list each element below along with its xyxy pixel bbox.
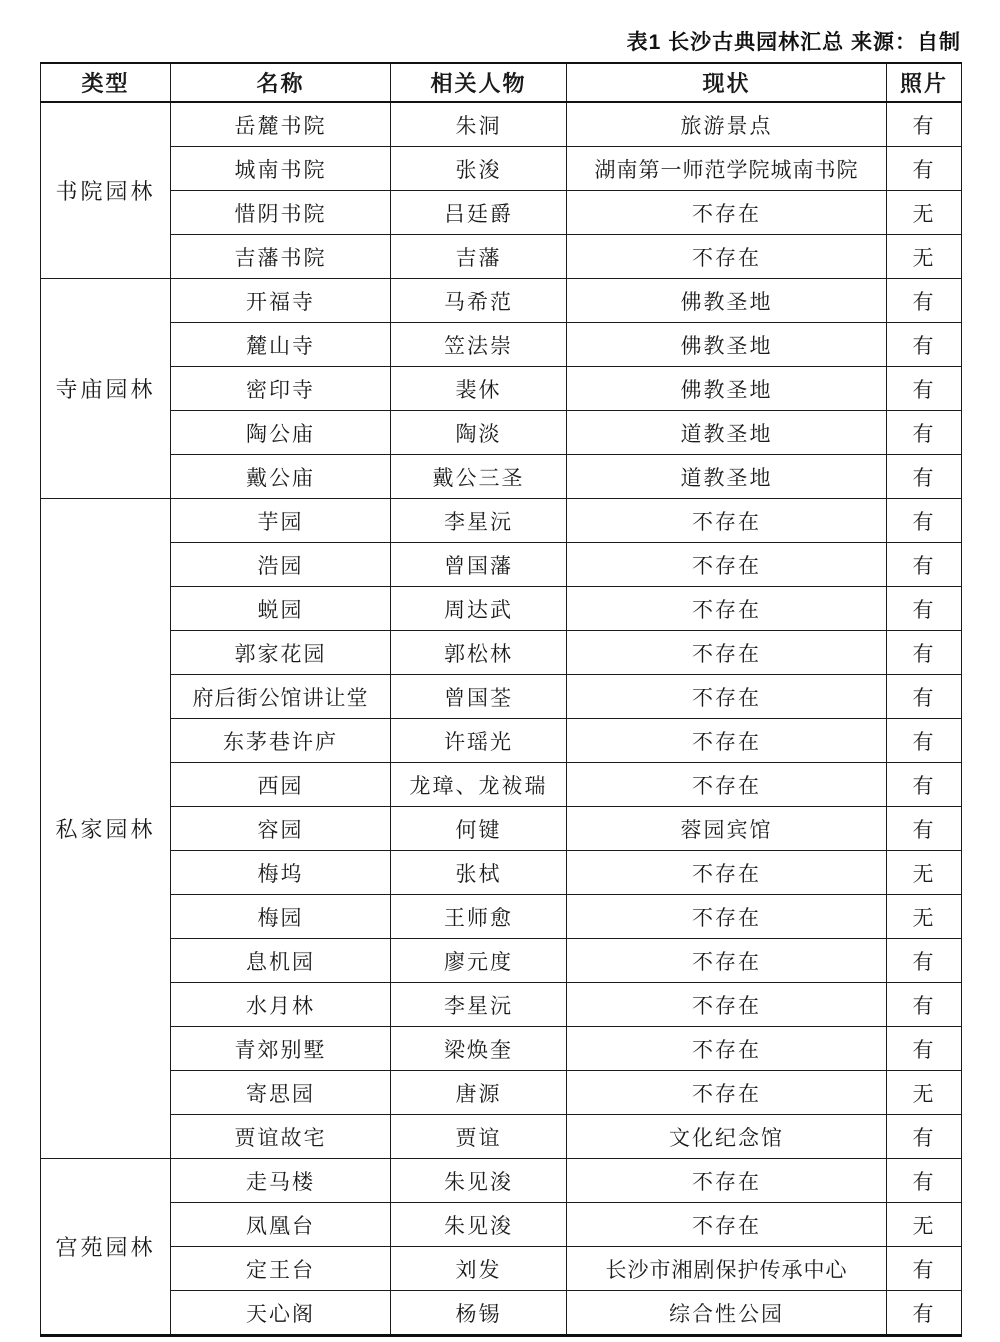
name-cell: 戴公庙 <box>171 455 391 499</box>
person-cell: 戴公三圣 <box>391 455 567 499</box>
person-cell: 吉藩 <box>391 235 567 279</box>
person-cell: 王师愈 <box>391 895 567 939</box>
column-header: 类型 <box>41 63 171 102</box>
photo-cell: 无 <box>887 1203 962 1247</box>
name-cell: 梅园 <box>171 895 391 939</box>
photo-cell: 有 <box>887 631 962 675</box>
status-cell: 道教圣地 <box>567 411 887 455</box>
table-header <box>41 63 962 102</box>
table-row <box>41 719 962 763</box>
table-row <box>41 763 962 807</box>
name-cell: 寄思园 <box>171 1071 391 1115</box>
status-cell: 不存在 <box>567 543 887 587</box>
status-cell: 长沙市湘剧保护传承中心 <box>567 1247 887 1291</box>
status-cell: 不存在 <box>567 851 887 895</box>
name-cell: 开福寺 <box>171 279 391 323</box>
status-cell: 佛教圣地 <box>567 367 887 411</box>
photo-cell: 有 <box>887 675 962 719</box>
type-cell: 寺庙园林 <box>41 279 171 499</box>
photo-cell: 有 <box>887 499 962 543</box>
photo-cell: 有 <box>887 587 962 631</box>
name-cell: 府后街公馆讲让堂 <box>171 675 391 719</box>
name-cell: 凤凰台 <box>171 1203 391 1247</box>
name-cell: 西园 <box>171 763 391 807</box>
status-cell: 佛教圣地 <box>567 323 887 367</box>
photo-cell: 有 <box>887 1291 962 1336</box>
type-cell: 书院园林 <box>41 102 171 279</box>
name-cell: 梅坞 <box>171 851 391 895</box>
table-row <box>41 587 962 631</box>
status-cell: 不存在 <box>567 983 887 1027</box>
table-row <box>41 543 962 587</box>
table-row <box>41 1203 962 1247</box>
status-cell: 不存在 <box>567 675 887 719</box>
photo-cell: 有 <box>887 411 962 455</box>
name-cell: 蜕园 <box>171 587 391 631</box>
status-cell: 道教圣地 <box>567 455 887 499</box>
status-cell: 不存在 <box>567 939 887 983</box>
person-cell: 贾谊 <box>391 1115 567 1159</box>
name-cell: 城南书院 <box>171 147 391 191</box>
name-cell: 密印寺 <box>171 367 391 411</box>
photo-cell: 有 <box>887 1027 962 1071</box>
person-cell: 朱见浚 <box>391 1203 567 1247</box>
column-header: 照片 <box>887 63 962 102</box>
column-header: 名称 <box>171 63 391 102</box>
table-row <box>41 939 962 983</box>
person-cell: 曾国藩 <box>391 543 567 587</box>
name-cell: 青郊别墅 <box>171 1027 391 1071</box>
table-row <box>41 499 962 543</box>
person-cell: 裴休 <box>391 367 567 411</box>
table-row <box>41 455 962 499</box>
status-cell: 不存在 <box>567 235 887 279</box>
table-row <box>41 1115 962 1159</box>
name-cell: 陶公庙 <box>171 411 391 455</box>
photo-cell: 有 <box>887 279 962 323</box>
status-cell: 不存在 <box>567 1203 887 1247</box>
status-cell: 综合性公园 <box>567 1291 887 1336</box>
photo-cell: 无 <box>887 851 962 895</box>
photo-cell: 有 <box>887 763 962 807</box>
person-cell: 陶淡 <box>391 411 567 455</box>
photo-cell: 有 <box>887 367 962 411</box>
status-cell: 不存在 <box>567 1159 887 1203</box>
status-cell: 蓉园宾馆 <box>567 807 887 851</box>
status-cell: 不存在 <box>567 631 887 675</box>
table-row <box>41 235 962 279</box>
table-row <box>41 411 962 455</box>
table-row <box>41 1159 962 1203</box>
table-row <box>41 983 962 1027</box>
table-row <box>41 895 962 939</box>
status-cell: 不存在 <box>567 1071 887 1115</box>
person-cell: 何键 <box>391 807 567 851</box>
person-cell: 张浚 <box>391 147 567 191</box>
status-cell: 文化纪念馆 <box>567 1115 887 1159</box>
photo-cell: 无 <box>887 235 962 279</box>
table-row <box>41 1071 962 1115</box>
person-cell: 龙璋、龙袚瑞 <box>391 763 567 807</box>
person-cell: 梁焕奎 <box>391 1027 567 1071</box>
status-cell: 不存在 <box>567 587 887 631</box>
person-cell: 曾国荃 <box>391 675 567 719</box>
table-row <box>41 147 962 191</box>
header-row <box>41 63 962 102</box>
table-caption: 表1 长沙古典园林汇总 来源：自制 <box>626 31 961 54</box>
photo-cell: 有 <box>887 1159 962 1203</box>
photo-cell: 有 <box>887 1115 962 1159</box>
photo-cell: 有 <box>887 147 962 191</box>
name-cell: 贾谊故宅 <box>171 1115 391 1159</box>
person-cell: 唐源 <box>391 1071 567 1115</box>
type-cell: 私家园林 <box>41 499 171 1159</box>
photo-cell: 有 <box>887 323 962 367</box>
photo-cell: 有 <box>887 543 962 587</box>
photo-cell: 有 <box>887 719 962 763</box>
name-cell: 芋园 <box>171 499 391 543</box>
name-cell: 天心阁 <box>171 1291 391 1336</box>
photo-cell: 有 <box>887 455 962 499</box>
name-cell: 容园 <box>171 807 391 851</box>
photo-cell: 有 <box>887 1247 962 1291</box>
table-row <box>41 191 962 235</box>
column-header: 相关人物 <box>391 63 567 102</box>
person-cell: 李星沅 <box>391 499 567 543</box>
person-cell: 吕廷爵 <box>391 191 567 235</box>
person-cell: 许瑶光 <box>391 719 567 763</box>
name-cell: 郭家花园 <box>171 631 391 675</box>
photo-cell: 无 <box>887 895 962 939</box>
table-row <box>41 675 962 719</box>
status-cell: 不存在 <box>567 1027 887 1071</box>
photo-cell: 有 <box>887 939 962 983</box>
table-row <box>41 807 962 851</box>
name-cell: 惜阴书院 <box>171 191 391 235</box>
status-cell: 不存在 <box>567 763 887 807</box>
column-header: 现状 <box>567 63 887 102</box>
name-cell: 吉藩书院 <box>171 235 391 279</box>
table-row <box>41 367 962 411</box>
status-cell: 佛教圣地 <box>567 279 887 323</box>
type-cell: 宫苑园林 <box>41 1159 171 1336</box>
table-row <box>41 631 962 675</box>
person-cell: 马希范 <box>391 279 567 323</box>
status-cell: 不存在 <box>567 499 887 543</box>
name-cell: 水月林 <box>171 983 391 1027</box>
name-cell: 麓山寺 <box>171 323 391 367</box>
person-cell: 朱洞 <box>391 102 567 147</box>
name-cell: 走马楼 <box>171 1159 391 1203</box>
name-cell: 浩园 <box>171 543 391 587</box>
person-cell: 朱见浚 <box>391 1159 567 1203</box>
garden-summary-table <box>40 62 962 1337</box>
photo-cell: 无 <box>887 191 962 235</box>
person-cell: 周达武 <box>391 587 567 631</box>
status-cell: 旅游景点 <box>567 102 887 147</box>
table-row <box>41 1247 962 1291</box>
table-row <box>41 279 962 323</box>
person-cell: 张栻 <box>391 851 567 895</box>
table-body <box>41 102 962 1336</box>
table-row <box>41 1027 962 1071</box>
person-cell: 廖元度 <box>391 939 567 983</box>
status-cell: 不存在 <box>567 895 887 939</box>
status-cell: 不存在 <box>567 191 887 235</box>
photo-cell: 有 <box>887 807 962 851</box>
person-cell: 刘发 <box>391 1247 567 1291</box>
photo-cell: 有 <box>887 102 962 147</box>
name-cell: 东茅巷许庐 <box>171 719 391 763</box>
name-cell: 定王台 <box>171 1247 391 1291</box>
person-cell: 杨锡 <box>391 1291 567 1336</box>
table-row <box>41 102 962 147</box>
table-row <box>41 851 962 895</box>
person-cell: 笠法崇 <box>391 323 567 367</box>
person-cell: 李星沅 <box>391 983 567 1027</box>
photo-cell: 有 <box>887 983 962 1027</box>
person-cell: 郭松林 <box>391 631 567 675</box>
table-row <box>41 323 962 367</box>
name-cell: 息机园 <box>171 939 391 983</box>
photo-cell: 无 <box>887 1071 962 1115</box>
table-row <box>41 1291 962 1336</box>
status-cell: 湖南第一师范学院城南书院 <box>567 147 887 191</box>
status-cell: 不存在 <box>567 719 887 763</box>
name-cell: 岳麓书院 <box>171 102 391 147</box>
